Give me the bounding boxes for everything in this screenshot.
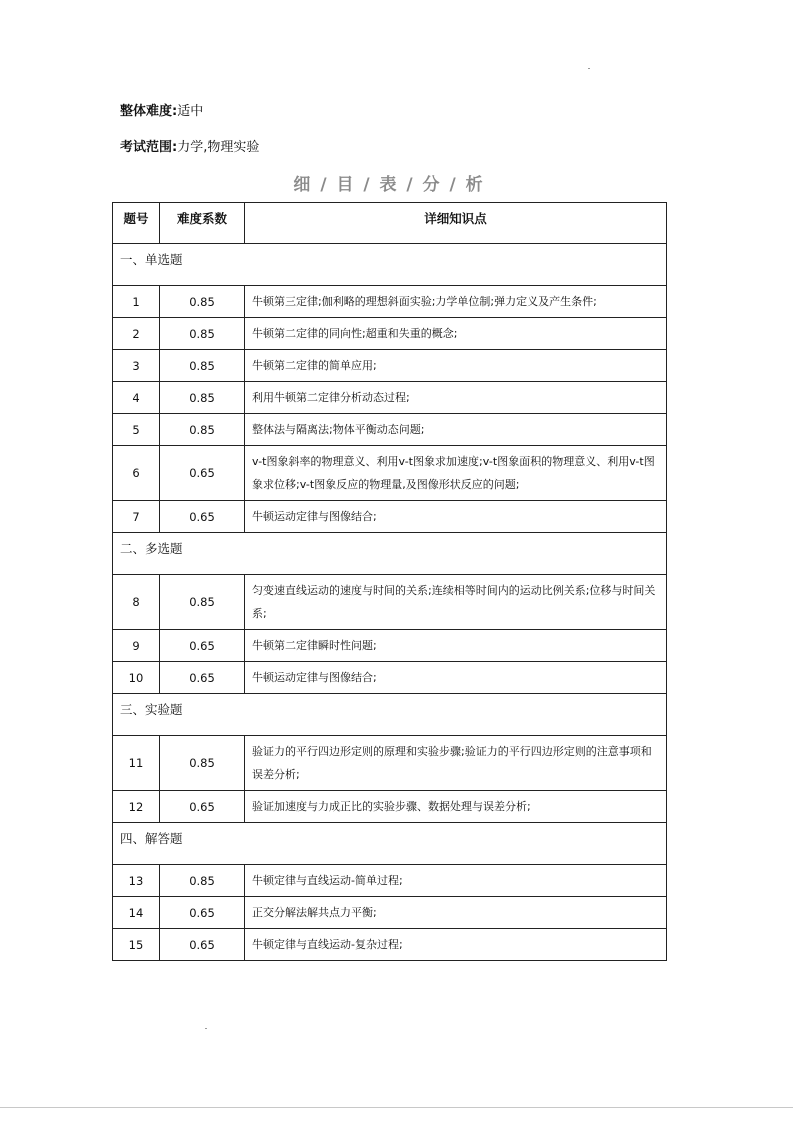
difficulty-label: 整体难度:	[120, 104, 178, 119]
table-row	[113, 414, 667, 446]
question-number: 4	[113, 382, 160, 414]
difficulty-coefficient: 0.85	[160, 736, 245, 791]
question-number: 1	[113, 286, 160, 318]
difficulty-coefficient: 0.65	[160, 662, 245, 694]
question-number: 10	[113, 662, 160, 694]
speck	[205, 1028, 207, 1029]
question-number: 13	[113, 865, 160, 897]
header-difficulty: 难度系数	[160, 203, 245, 244]
question-number: 3	[113, 350, 160, 382]
scope-value: 力学,物理实验	[177, 140, 260, 155]
table-row	[113, 630, 667, 662]
table-row	[113, 736, 667, 791]
knowledge-points: 牛顿第二定律瞬时性问题;	[245, 630, 667, 662]
group-title: 二、多选题	[113, 533, 667, 575]
question-number: 8	[113, 575, 160, 630]
group-title: 四、解答题	[113, 823, 667, 865]
knowledge-points: 牛顿运动定律与图像结合;	[245, 662, 667, 694]
difficulty-coefficient: 0.85	[160, 350, 245, 382]
table-row	[113, 897, 667, 929]
difficulty-coefficient: 0.85	[160, 286, 245, 318]
group-row	[113, 244, 667, 286]
difficulty-coefficient: 0.65	[160, 446, 245, 501]
detail-table	[112, 202, 667, 961]
header-number: 题号	[113, 203, 160, 244]
knowledge-points: 牛顿第三定律;伽利略的理想斜面实验;力学单位制;弹力定义及产生条件;	[245, 286, 667, 318]
table-row	[113, 501, 667, 533]
knowledge-points: 牛顿第二定律的同向性;超重和失重的概念;	[245, 318, 667, 350]
difficulty-coefficient: 0.85	[160, 865, 245, 897]
question-number: 9	[113, 630, 160, 662]
table-row	[113, 382, 667, 414]
question-number: 7	[113, 501, 160, 533]
knowledge-points: 匀变速直线运动的速度与时间的关系;连续相等时间内的运动比例关系;位移与时间关系;	[245, 575, 667, 630]
knowledge-points: 整体法与隔离法;物体平衡动态问题;	[245, 414, 667, 446]
question-number: 14	[113, 897, 160, 929]
difficulty-coefficient: 0.85	[160, 382, 245, 414]
difficulty-line	[120, 103, 203, 121]
difficulty-coefficient: 0.85	[160, 414, 245, 446]
speck	[588, 68, 590, 69]
difficulty-coefficient: 0.85	[160, 318, 245, 350]
knowledge-points: 利用牛顿第二定律分析动态过程;	[245, 382, 667, 414]
question-number: 15	[113, 929, 160, 961]
question-number: 6	[113, 446, 160, 501]
group-title: 三、实验题	[113, 694, 667, 736]
group-row	[113, 694, 667, 736]
question-number: 12	[113, 791, 160, 823]
difficulty-coefficient: 0.65	[160, 791, 245, 823]
knowledge-points: 验证力的平行四边形定则的原理和实验步骤;验证力的平行四边形定则的注意事项和误差分析;	[245, 736, 667, 791]
difficulty-coefficient: 0.65	[160, 897, 245, 929]
difficulty-coefficient: 0.85	[160, 575, 245, 630]
question-number: 5	[113, 414, 160, 446]
difficulty-value: 适中	[177, 104, 204, 119]
table-row	[113, 791, 667, 823]
table-row	[113, 286, 667, 318]
difficulty-coefficient: 0.65	[160, 929, 245, 961]
question-number: 2	[113, 318, 160, 350]
knowledge-points: 牛顿第二定律的简单应用;	[245, 350, 667, 382]
group-row	[113, 823, 667, 865]
knowledge-points: 验证加速度与力成正比的实验步骤、数据处理与误差分析;	[245, 791, 667, 823]
scope-label: 考试范围:	[120, 140, 178, 155]
header-row	[113, 203, 667, 244]
page-bottom-rule	[0, 1107, 793, 1108]
table-row	[113, 865, 667, 897]
difficulty-coefficient: 0.65	[160, 501, 245, 533]
knowledge-points: 正交分解法解共点力平衡;	[245, 897, 667, 929]
table-row	[113, 929, 667, 961]
table-row	[113, 446, 667, 501]
table-row	[113, 350, 667, 382]
table-row	[113, 575, 667, 630]
difficulty-coefficient: 0.65	[160, 630, 245, 662]
table-row	[113, 662, 667, 694]
section-title: 细 / 目 / 表 / 分 / 析	[293, 175, 485, 195]
group-row	[113, 533, 667, 575]
group-title: 一、单选题	[113, 244, 667, 286]
scope-line	[120, 139, 259, 157]
knowledge-points: 牛顿运动定律与图像结合;	[245, 501, 667, 533]
table-row	[113, 318, 667, 350]
question-number: 11	[113, 736, 160, 791]
knowledge-points: 牛顿定律与直线运动-简单过程;	[245, 865, 667, 897]
header-knowledge: 详细知识点	[245, 203, 667, 244]
knowledge-points: 牛顿定律与直线运动-复杂过程;	[245, 929, 667, 961]
knowledge-points: v-t图象斜率的物理意义、利用v-t图象求加速度;v-t图象面积的物理意义、利用v-t图象求位移;v-t图象反应的物理量,及图像形状反应的问题;	[245, 446, 667, 501]
